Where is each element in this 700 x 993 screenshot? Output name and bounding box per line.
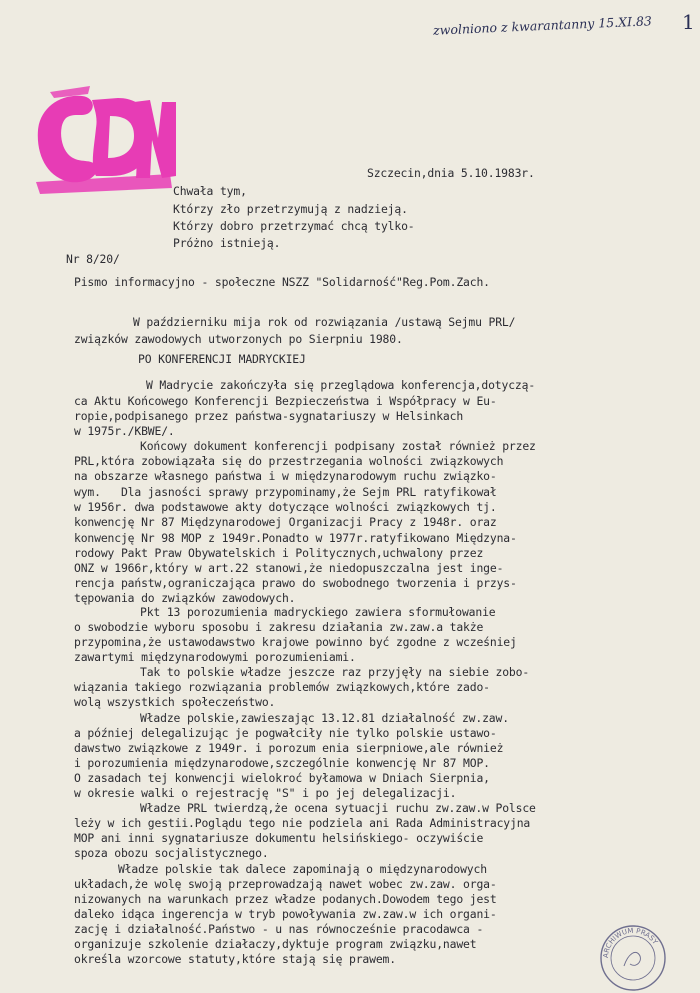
body-line: W Madrycie zakończyła się przeglądowa konferencja,dotyczą-	[146, 378, 536, 392]
stamp-text: ARCHIWUM PRASY	[601, 926, 660, 959]
body-line: daleko idąca ingerencja w tryb powoływania zw.zaw.w ich organi-	[74, 907, 497, 921]
body-line: wym. Dla jasności sprawy przypominamy,że Sejm PRL ratyfikował	[74, 485, 497, 499]
body-line: Pkt 13 porozumienia madryckiego zawiera sformułowanie	[140, 605, 496, 619]
place-date: Szczecin,dnia 5.10.1983r.	[367, 166, 535, 180]
motto-line: Którzy zło przetrzymują z nadzieją.	[173, 202, 408, 216]
body-line: i porozumienia międzynarodowe,szczególnie konwencję Nr 87 MOP.	[74, 756, 490, 770]
intro-line: związków zawodowych utworzonych po Sierpniu 1980.	[74, 332, 403, 346]
body-line: określa wzorcowe statuty,które stają się prawem.	[74, 952, 396, 966]
body-line: zawartymi międzynarodowymi porozumieniami.	[74, 650, 356, 664]
body-line: leży w ich gestii.Poglądu tego nie podziela ani Rada Administracyjna	[74, 816, 531, 830]
body-line: zację i działalność.Państwo - u nas równocześnie pracodawca -	[74, 922, 484, 936]
body-line: spoza obozu socjalistycznego.	[74, 846, 269, 860]
issue-number: Nr 8/20/	[66, 252, 120, 266]
motto-line: Którzy dobro przetrzymać chcą tylko-	[173, 219, 415, 233]
handwritten-note: zwolniono z kwarantanny 15.XI.83	[432, 13, 653, 38]
body-line: konwencję Nr 98 MOP z 1949r.Ponadto w 1977r.ratyfikowano Międzyna-	[74, 531, 517, 545]
body-line: ca Aktu Końcowego Konferencji Bezpieczeństwa i Współpracy w Eu-	[74, 394, 497, 408]
body-line: Władze polskie tak dalece zapominają o międzynarodowych	[118, 862, 487, 876]
body-line: a później delegalizując je pogwałciły nie tylko polskie ustawo-	[74, 726, 497, 740]
body-line: rencja państw,ograniczająca prawo do swobodnego tworzenia i przys-	[74, 576, 517, 590]
body-line: Władze PRL twierdzą,że ocena sytuacji ruchu zw.zaw.w Polsce	[140, 801, 536, 815]
page-number: 1	[682, 10, 695, 34]
body-line: tępowania do związków zawodowych.	[74, 591, 296, 605]
publication-title: Pismo informacyjno - społeczne NSZZ "Solidarność"Reg.Pom.Zach.	[74, 275, 490, 289]
body-line: nizowanych na warunkach przez władze podanych.Dowodem tego jest	[74, 892, 497, 906]
body-line: ropie,podpisanego przez państwa-sygnatariuszy w Helsinkach	[74, 409, 464, 423]
body-line: wiązania takiego rozwiązania problemów związkowych,które zado-	[74, 680, 490, 694]
body-line: PRL,która zobowiązała się do przestrzegania wolności związkowych	[74, 454, 504, 468]
cdn-logo	[30, 78, 180, 198]
body-line: o swobodzie wyboru sposobu i zakresu działania zw.zaw.a także	[74, 620, 484, 634]
body-line: MOP ani inni sygnatariusze dokumentu helsińskiego- oczywiście	[74, 831, 484, 845]
body-line: Tak to polskie władze jeszcze raz przyjęły na siebie zobo-	[140, 665, 530, 679]
body-line: układach,że wolę swoją przeprowadzają nawet wobec zw.zaw. orga-	[74, 877, 497, 891]
body-line: Końcowy dokument konferencji podpisany został również przez	[140, 439, 536, 453]
body-line: organizuje szkolenie działaczy,dyktuje program związku,nawet	[74, 937, 477, 951]
body-line: wolą wszystkich społeczeństwo.	[74, 695, 276, 709]
body-line: ONZ w 1966r,który w art.22 stanowi,że niedopuszczalna jest inge-	[74, 561, 504, 575]
body-line: dawstwo związkowe z 1949r. i porozum enia sierpniowe,ale również	[74, 741, 504, 755]
body-line: konwencję Nr 87 Międzynarodowej Organizacji Pracy z 1948r. oraz	[74, 515, 497, 529]
motto-line: Chwała tym,	[173, 184, 247, 198]
motto-line: Próżno istnieją.	[173, 236, 281, 250]
body-line: przypomina,że ustawodawstwo krajowe powinno być zgodne z wcześniej	[74, 635, 517, 649]
archive-stamp	[596, 918, 670, 992]
section-heading: PO KONFERENCJI MADRYCKIEJ	[138, 352, 306, 366]
intro-line: W październiku mija rok od rozwiązania /ustawą Sejmu PRL/	[133, 315, 516, 329]
body-line: O zasadach tej konwencji wielokroć byłamowa w Dniach Sierpnia,	[74, 771, 490, 785]
body-line: Władze polskie,zawieszając 13.12.81 działalność zw.zaw.	[140, 711, 509, 725]
body-line: w 1975r./KBWE/.	[74, 424, 175, 438]
body-line: na obszarze własnego państwa i w międzynarodowym ruchu związko-	[74, 469, 497, 483]
body-line: w okresie walki o rejestrację "S" i po jej delegalizacji.	[74, 786, 457, 800]
body-line: w 1956r. dwa podstawowe akty dotyczące wolności związkowych tj.	[74, 500, 497, 514]
body-line: rodowy Pakt Praw Obywatelskich i Politycznych,uchwalony przez	[74, 546, 484, 560]
